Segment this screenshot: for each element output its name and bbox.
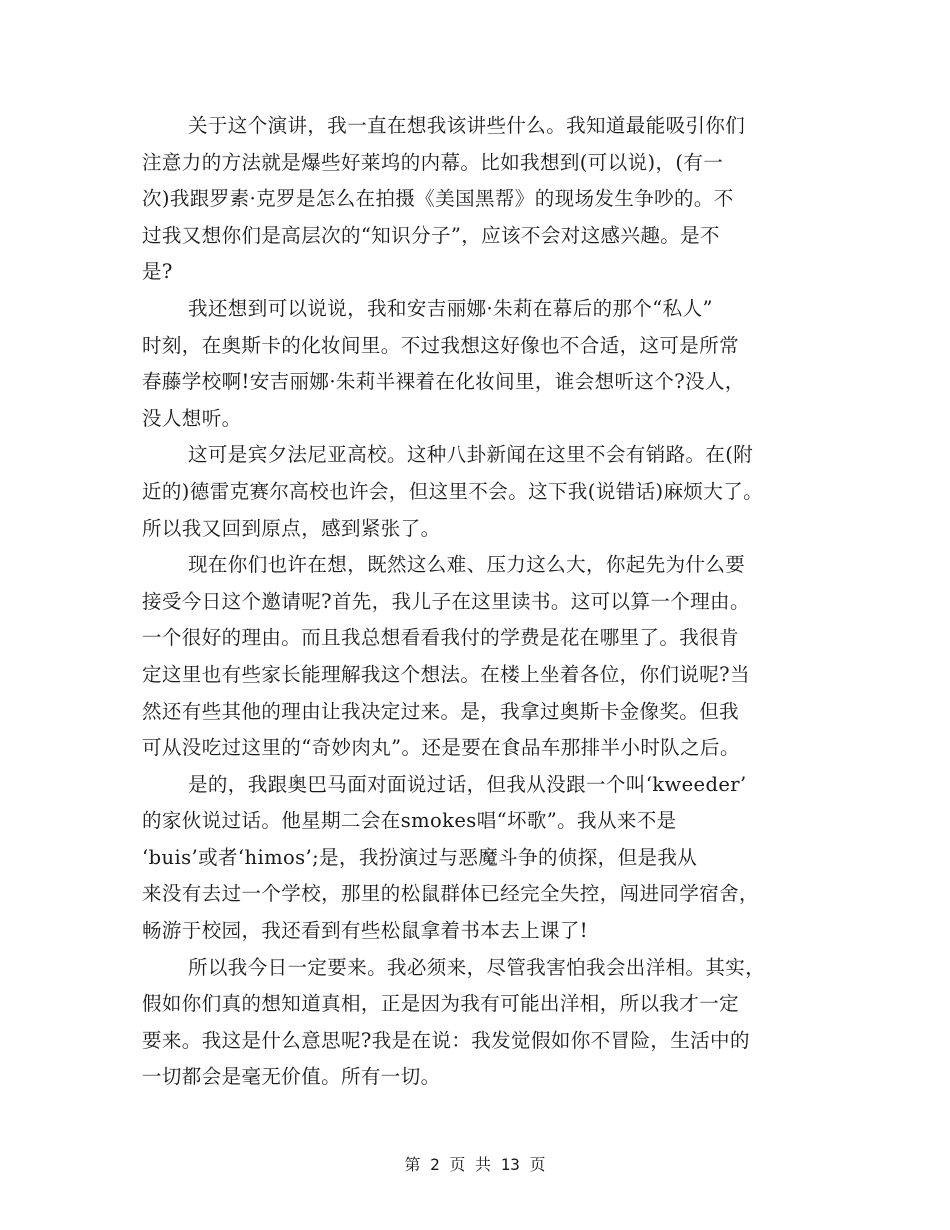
paragraph-line: 可从没吃过这里的“奇妙肉丸”。还是要在食品车那排半小时队之后。 <box>142 736 740 760</box>
paragraph-line: 近的)德雷克赛尔高校也许会，但这里不会。这下我(说错话)麻烦大了。 <box>142 479 764 503</box>
paragraph-line: 注意力的方法就是爆些好莱坞的内幕。比如我想到(可以说)，(有一 <box>142 150 724 174</box>
paragraph-line: 没人想听。 <box>142 406 242 430</box>
paragraph-line: 关于这个演讲，我一直在想我该讲些什么。我知道最能吸引你们 <box>188 114 746 137</box>
paragraph-line: 定这里也有些家长能理解我这个想法。在楼上坐着各位，你们说呢?当 <box>142 662 750 686</box>
paragraph-line: ‘buis’或者‘himos’;是，我扮演过与恶魔斗争的侦探，但是我从 <box>142 845 698 869</box>
paragraph-line: 的家伙说过话。他星期二会在smokes唱“坏歌”。我从来不是 <box>142 809 677 833</box>
paragraph-line: 所以我又回到原点，感到紧张了。 <box>142 516 441 540</box>
paragraph-line: 时刻，在奥斯卡的化妆间里。不过我想这好像也不合适，这可是所常 <box>142 333 740 357</box>
paragraph-line: 一切都会是毫无价值。所有一切。 <box>142 1065 441 1089</box>
paragraph-line: 是? <box>142 260 173 284</box>
document-body <box>142 108 822 1096</box>
paragraph-line: 然还有些其他的理由让我决定过来。是，我拿过奥斯卡金像奖。但我 <box>142 699 740 723</box>
paragraph-line: 过我又想你们是高层次的“知识分子”，应该不会对这感兴趣。是不 <box>142 223 720 247</box>
paragraph-line: 来没有去过一个学校，那里的松鼠群体已经完全失控，闯进同学宿舍， <box>142 882 759 906</box>
paragraph-line: 所以我今日一定要来。我必须来，尽管我害怕我会出洋相。其实， <box>188 955 766 979</box>
paragraph-line: 次)我跟罗素·克罗是怎么在拍摄《美国黑帮》的现场发生争吵的。不 <box>142 187 734 211</box>
paragraph-line: 接受今日这个邀请呢?首先，我儿子在这里读书。这可以算一个理由。 <box>142 589 750 613</box>
page-number-footer: 第 2 页 共 13 页 <box>404 1155 546 1174</box>
paragraph-line: 春藤学校啊!安吉丽娜·朱莉半裸着在化妆间里，谁会想听这个?没人， <box>142 370 745 394</box>
paragraph-line: 要来。我这是什么意思呢?我是在说：我发觉假如你不冒险，生活中的 <box>142 1028 750 1052</box>
paragraph-line: 现在你们也许在想，既然这么难、压力这么大，你起先为什么要 <box>188 553 746 577</box>
paragraph-line: 这可是宾夕法尼亚高校。这种八卦新闻在这里不会有销路。在(附 <box>188 443 754 467</box>
paragraph-line: 畅游于校园，我还看到有些松鼠拿着书本去上课了! <box>142 919 589 943</box>
paragraph-line: 假如你们真的想知道真相，正是因为我有可能出洋相，所以我才一定 <box>142 992 740 1016</box>
paragraph-line: 是的，我跟奥巴马面对面说过话，但我从没跟一个叫‘kweeder’ <box>188 772 747 796</box>
paragraph-line: 我还想到可以说说，我和安吉丽娜·朱莉在幕后的那个“私人” <box>188 296 713 320</box>
paragraph-line: 一个很好的理由。而且我总想看看我付的学费是花在哪里了。我很肯 <box>142 626 740 650</box>
